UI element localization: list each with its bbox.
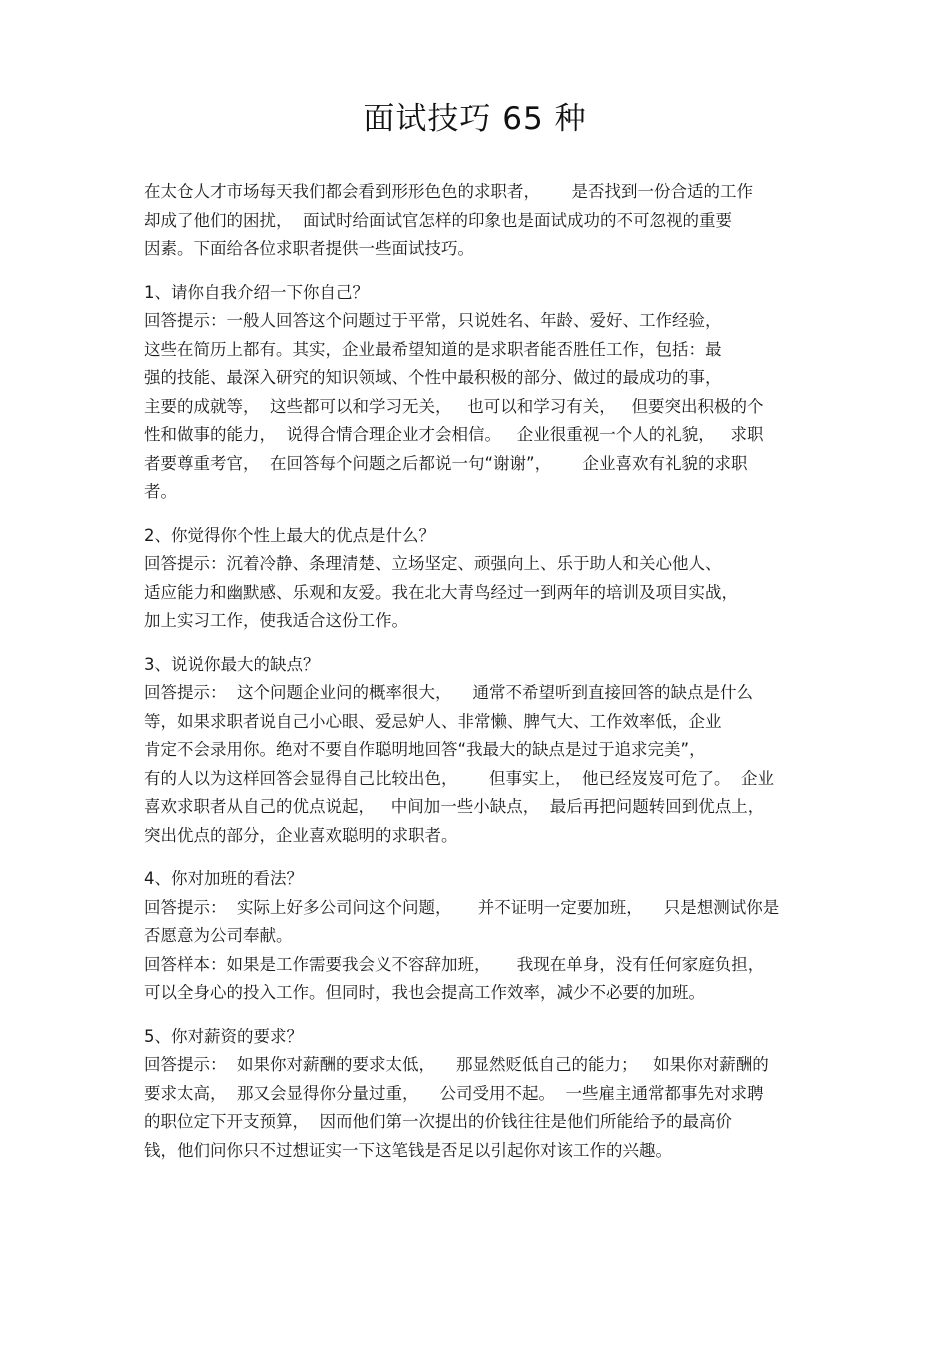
- answer-line: 喜欢求职者从自己的优点说起， 中间加一些小缺点， 最后再把问题转回到优点上，: [144, 797, 765, 816]
- document-title: 面试技巧 65 种: [363, 101, 587, 137]
- answer-line: 的职位定下开支预算， 因而他们第一次提出的价钱往往是他们所能给予的最高价: [144, 1112, 732, 1131]
- answer-line: 回答提示：一般人回答这个问题过于平常，只说姓名、年龄、爱好、工作经验，: [144, 311, 722, 330]
- question-heading: 5、你对薪资的要求？: [144, 1026, 303, 1046]
- section-q4: [144, 865, 824, 1008]
- intro-line: 在太仓人才市场每天我们都会看到形形色色的求职者， 是否找到一份合适的工作: [144, 182, 753, 201]
- answer-line: 回答提示： 这个问题企业问的概率很大， 通常不希望听到直接回答的缺点是什么: [144, 683, 753, 702]
- section-q3: [144, 651, 824, 851]
- answer-line: 强的技能、最深入研究的知识领域、个性中最积极的部分、做过的最成功的事，: [144, 368, 722, 387]
- answer-line: 突出优点的部分，企业喜欢聪明的求职者。: [144, 825, 458, 845]
- answer-line: 回答提示： 实际上好多公司问这个问题， 并不证明一定要加班， 只是想测试你是: [144, 897, 780, 917]
- intro-line: 却成了他们的困扰， 面试时给面试官怎样的印象也是面试成功的不可忽视的重要: [144, 210, 732, 230]
- intro-paragraph: [144, 178, 824, 264]
- answer-line: 回答提示： 如果你对薪酬的要求太低， 那显然贬低自己的能力； 如果你对薪酬的: [144, 1055, 769, 1074]
- document-body: [144, 178, 824, 1165]
- answer-line: 者。: [144, 482, 177, 501]
- intro-line: 因素。下面给各位求职者提供一些面试技巧。: [144, 239, 474, 258]
- section-q2: [144, 522, 824, 636]
- answer-line: 有的人以为这样回答会显得自己比较出色， 但事实上， 他已经岌岌可危了。 企业: [144, 768, 774, 788]
- question-heading: 2、你觉得你个性上最大的优点是什么？: [144, 525, 435, 545]
- answer-line: 肯定不会录用你。绝对不要自作聪明地回答“我最大的缺点是过于追求完美”，: [144, 740, 706, 759]
- question-heading: 1、请你自我介绍一下你自己？: [144, 282, 369, 302]
- answer-line: 可以全身心的投入工作。但同时，我也会提高工作效率，减少不必要的加班。: [144, 983, 705, 1002]
- answer-line: 回答提示：沉着冷静、条理清楚、立场坚定、顽强向上、乐于助人和关心他人、: [144, 554, 722, 573]
- answer-line: 钱，他们问你只不过想证实一下这笔钱是否足以引起你对该工作的兴趣。: [144, 1140, 672, 1160]
- section-q5: [144, 1023, 824, 1166]
- question-heading: 3、说说你最大的缺点？: [144, 654, 320, 674]
- answer-line: 适应能力和幽默感、乐观和友爱。我在北大青鸟经过一到两年的培训及项目实战，: [144, 582, 738, 602]
- answer-line: 等，如果求职者说自己小心眼、爱忌妒人、非常懒、脾气大、工作效率低，企业: [144, 711, 722, 731]
- answer-line: 主要的成就等， 这些都可以和学习无关， 也可以和学习有关， 但要突出积极的个: [144, 396, 764, 416]
- answer-line: 否愿意为公司奉献。: [144, 926, 293, 945]
- answer-line: 者要尊重考官， 在回答每个问题之后都说一句“谢谢”， 企业喜欢有礼貌的求职: [144, 453, 748, 473]
- answer-line: 要求太高， 那又会显得你分量过重， 公司受用不起。 一些雇主通常都事先对求聘: [144, 1083, 764, 1103]
- answer-line: 回答样本：如果是工作需要我会义不容辞加班， 我现在单身，没有任何家庭负担，: [144, 954, 765, 974]
- answer-line: 性和做事的能力， 说得合情合理企业才会相信。 企业很重视一个人的礼貌， 求职: [144, 425, 764, 444]
- question-heading: 4、你对加班的看法？: [144, 869, 303, 888]
- answer-line: 加上实习工作，使我适合这份工作。: [144, 611, 408, 630]
- answer-line: 这些在简历上都有。其实，企业最希望知道的是求职者能否胜任工作，包括：最: [144, 339, 722, 359]
- section-q1: [144, 279, 824, 507]
